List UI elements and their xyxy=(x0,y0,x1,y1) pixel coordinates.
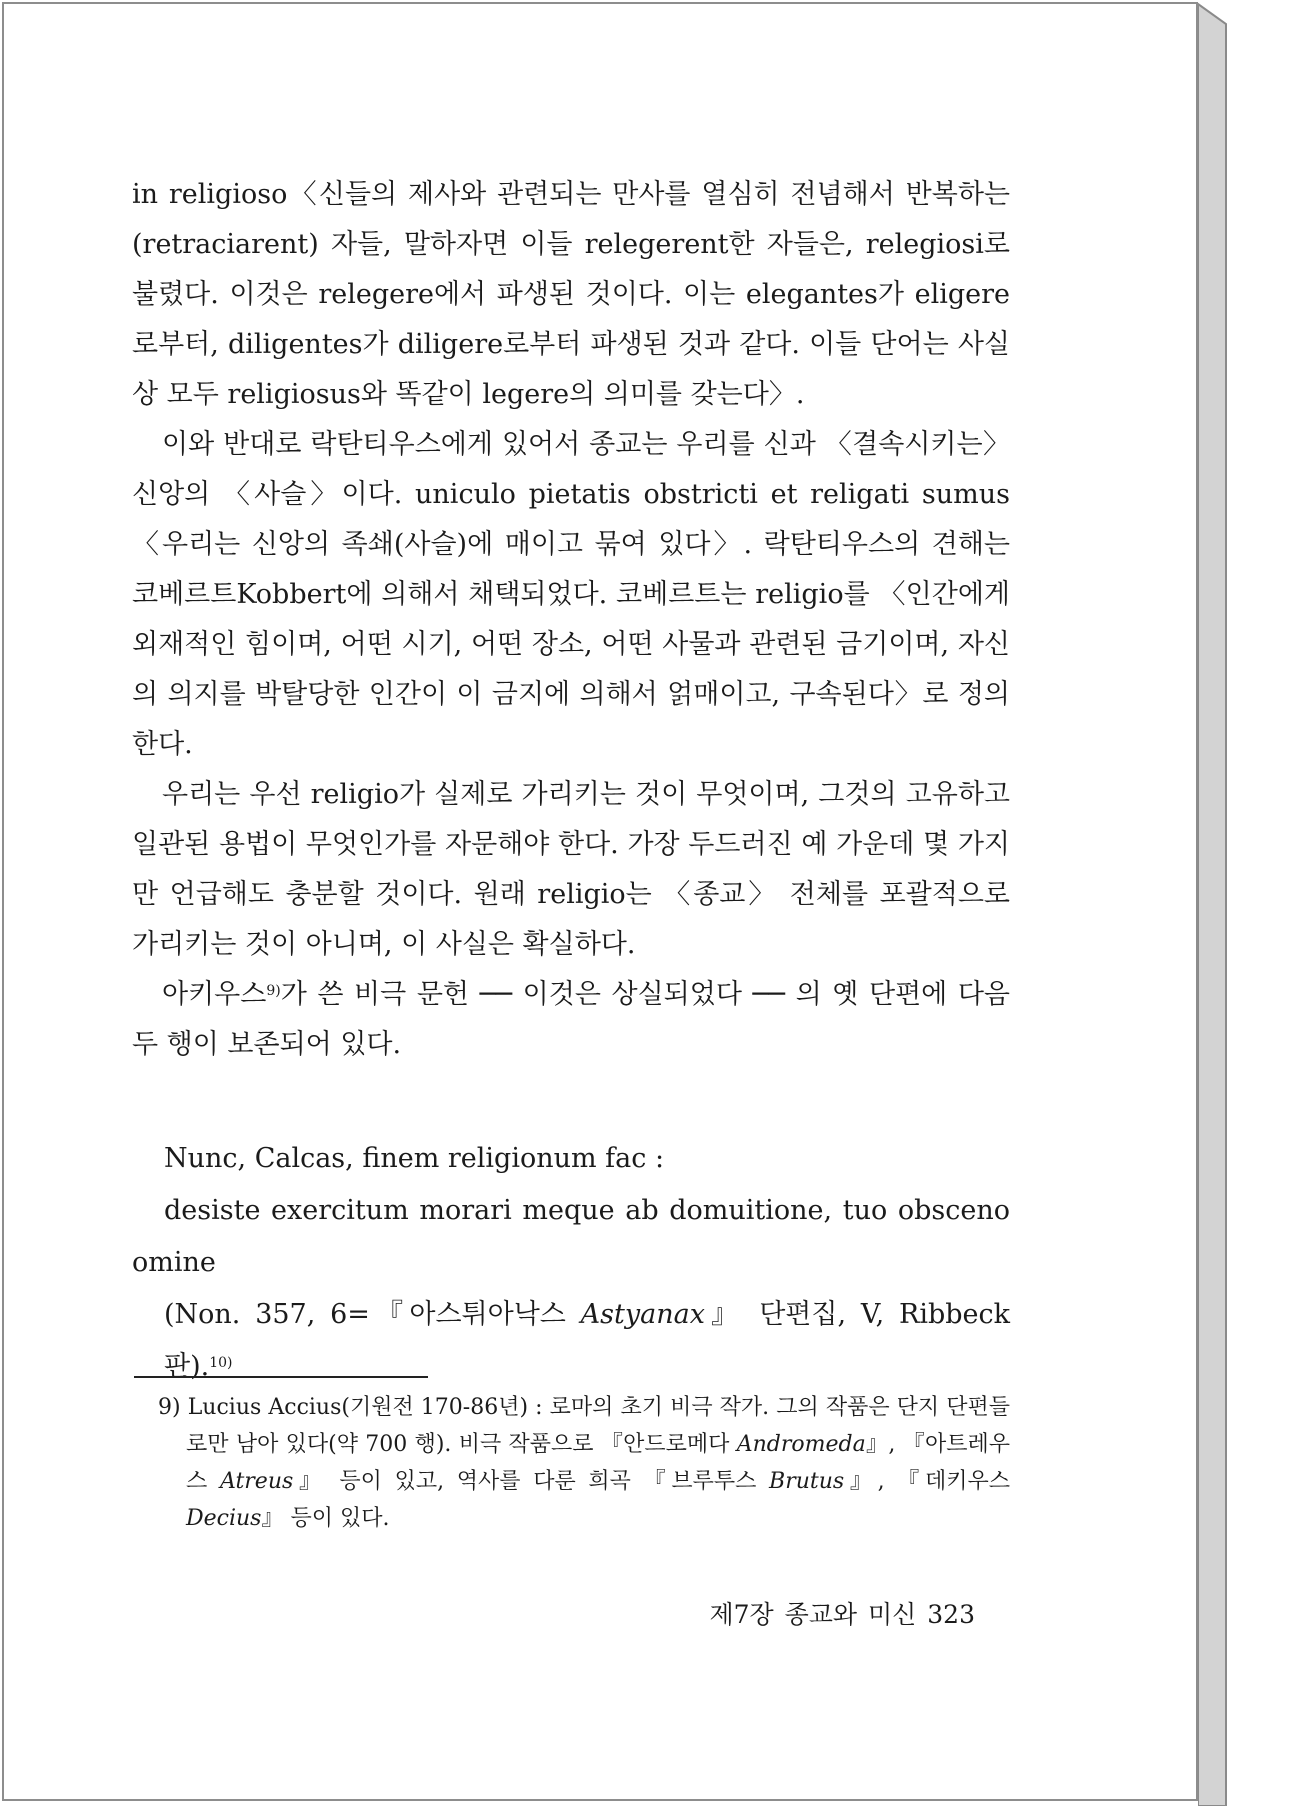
quote-line-1: Nunc, Calcas, finem religionum fac : xyxy=(164,1143,665,1174)
footnote-9 xyxy=(158,1389,1010,1537)
footnote-text-3: 』 등이 있고, 역사를 다룬 희곡 『브루투스 xyxy=(293,1469,770,1494)
accius-name: 아키우스 xyxy=(162,979,267,1010)
footnote-text-4: 』, 『데키우스 xyxy=(844,1469,1011,1494)
latin-quote xyxy=(132,1133,1010,1393)
paragraph-2: 이와 반대로 락탄티우스에게 있어서 종교는 우리를 신과 〈결속시키는〉 신앙의 〈사슬〉이다. uniculo pietatis obstricti et religati sumus〈우리는 신앙의 족쇄(사슬)에 매이고 묶여 있다〉. 락탄티우스의 견해는 코베르트Kobbert에 의해서 채택되었다. 코베르트는 religio를 〈인간에게 외재적인 힘이며, 어떤 시기, 어떤 장소, 어떤 사물과 관련된 금기이며, 자신의 의지를 박탈당한 인간이 이 금지에 의해서 얽매이고, 구속된다〉로 정의한다. xyxy=(132,429,1010,760)
footnote-number: 9) xyxy=(158,1395,181,1420)
paragraph-3: 우리는 우선 religio가 실제로 가리키는 것이 무엇이며, 그것의 고유하고 일관된 용법이 무엇인가를 자문해야 한다. 가장 두드러진 예 가운데 몇 가지만 언급해도 충분할 것이다. 원래 religio는 〈종교〉 전체를 포괄적으로 가리키는 것이 아니며, 이 사실은 확실하다. xyxy=(132,779,1010,960)
chapter-title: 제7장 종교와 미신 xyxy=(709,1600,917,1629)
page-footer xyxy=(709,1597,975,1633)
title-brutus: Brutus xyxy=(769,1469,845,1494)
footnote-text-5: 』 등이 있다. xyxy=(261,1506,390,1531)
paragraph-4-rest: 가 쓴 비극 문헌 ── 이것은 상실되었다 ── 의 옛 단편에 다음 두 행이 보존되어 있다. xyxy=(132,979,1010,1060)
title-atreus: Atreus xyxy=(219,1469,294,1494)
footnote-divider xyxy=(134,1376,428,1378)
page-number: 323 xyxy=(927,1600,975,1629)
title-decius: Decius xyxy=(186,1506,262,1531)
quote-source-prefix: (Non. 357, 6=『아스튀아낙스 xyxy=(164,1299,581,1330)
footnote-text-1: Lucius Accius(기원전 170-86년) : 로마의 초기 비극 작가. 그의 작품은 단지 단편들로만 남아 있다(약 700 행). 비극 작품으로 『안드로메다 xyxy=(186,1395,1010,1457)
footnote-9-text xyxy=(158,1389,1010,1537)
footnote-ref-10[interactable]: 10) xyxy=(209,1355,233,1371)
title-andromeda: Andromeda xyxy=(736,1432,866,1457)
footnote-ref-9[interactable]: 9) xyxy=(266,983,281,999)
footnote-text-2: 』, 『아트레우스 xyxy=(186,1432,1010,1494)
page-edge-shadow xyxy=(1198,0,1232,1806)
paragraph-1: in religioso〈신들의 제사와 관련되는 만사를 열심히 전념해서 반복하는 (retraciarent) 자들, 말하자면 이들 relegerent한 자들은, relegiosi로 불렸다. 이것은 relegere에서 파생된 것이다. 이는 elegantes가 eligere로부터, diligentes가 diligere로부터 파생된 것과 같다. 이들 단어는 사실상 모두 religiosus와 똑같이 legere의 의미를 갖는다〉. xyxy=(132,179,1010,410)
quote-line-2: desiste exercitum morari meque ab domuitione, tuo obsceno xyxy=(164,1195,1010,1226)
quote-line-3: omine xyxy=(132,1247,216,1278)
paragraph-4 xyxy=(132,970,1010,1070)
quote-source-title: Astyanax xyxy=(580,1299,705,1330)
quote-source-suffix: 』 단편집, V, Ribbeck 판). xyxy=(164,1299,1011,1382)
main-text xyxy=(132,170,1010,1070)
